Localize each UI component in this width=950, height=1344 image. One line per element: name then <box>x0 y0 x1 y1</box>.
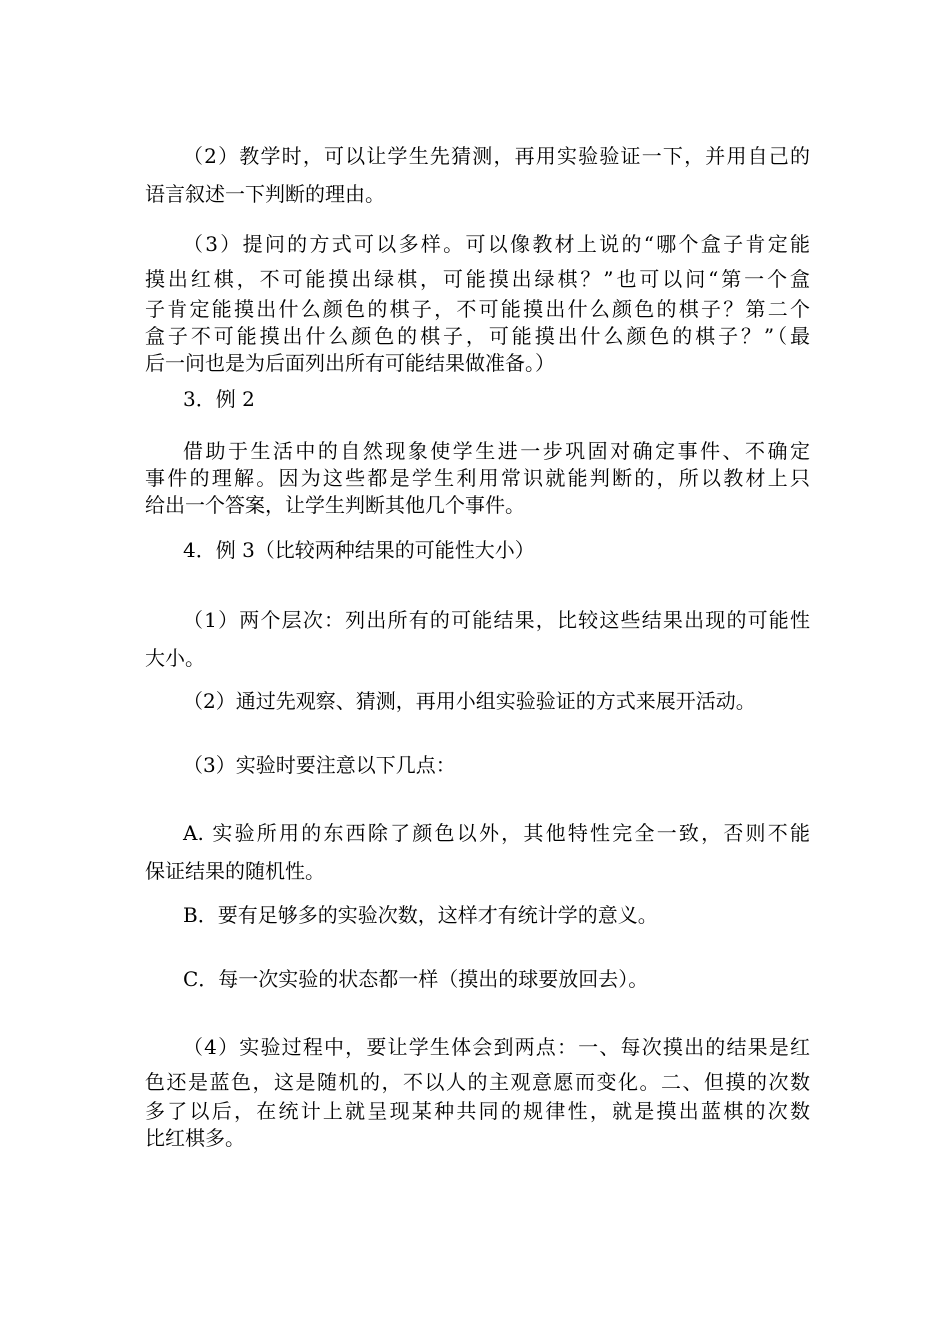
paragraph-experiment-process <box>145 1028 810 1152</box>
text-line: 多了以后，在统计上就呈现某种共同的规律性，就是摸出蓝棋的次数 <box>145 1099 810 1123</box>
text-line: （3）实验时要注意以下几点： <box>183 753 456 777</box>
text-line: 盒子不可能摸出什么颜色的棋子，可能摸出什么颜色的棋子？”（最 <box>145 324 810 348</box>
text-line: 子肯定能摸出什么颜色的棋子，不可能摸出什么颜色的棋子？第二个 <box>145 297 810 321</box>
paragraph-note-c <box>145 966 810 993</box>
text-line: 保证结果的随机性。 <box>145 859 325 883</box>
text-line: A. 实验所用的东西除了颜色以外，其他特性完全一致，否则不能 <box>183 821 810 845</box>
paragraph-question-methods <box>145 226 810 377</box>
section-heading-example-2 <box>145 386 810 413</box>
paragraph-natural-phenomena <box>145 438 810 519</box>
text-line: （2）通过先观察、猜测，再用小组实验验证的方式来展开活动。 <box>183 689 756 713</box>
paragraph-note-a <box>145 814 810 890</box>
text-line: （3）提问的方式可以多样。可以像教材上说的“哪个盒子肯定能 <box>183 232 810 256</box>
text-line: 摸出红棋，不可能摸出绿棋，可能摸出绿棋？”也可以问“第一个盒 <box>145 267 810 291</box>
text-line: （4）实验过程中，要让学生体会到两点：一、每次摸出的结果是红 <box>183 1035 810 1059</box>
text-line: 比红棋多。 <box>145 1126 245 1150</box>
text-line: B．要有足够多的实验次数，这样才有统计学的意义。 <box>183 903 658 927</box>
section-heading-example-3 <box>145 537 810 564</box>
text-line: 3．例 2 <box>183 387 255 411</box>
paragraph-note-b <box>145 902 810 929</box>
paragraph-teaching-guess <box>145 137 810 213</box>
text-line: 4．例 3（比较两种结果的可能性大小） <box>183 538 535 562</box>
text-line: 色还是蓝色，这是随机的，不以人的主观意愿而变化。二、但摸的次数 <box>145 1070 810 1094</box>
paragraph-notes-heading <box>145 752 810 779</box>
text-line: 语言叙述一下判断的理由。 <box>145 182 385 206</box>
text-line: 后一问也是为后面列出所有可能结果做准备。） <box>145 351 555 375</box>
text-line: 事件的理解。因为这些都是学生利用常识就能判断的，所以教材上只 <box>145 466 810 490</box>
text-line: （1）两个层次：列出所有的可能结果，比较这些结果出现的可能性 <box>183 608 810 632</box>
paragraph-two-levels <box>145 601 810 677</box>
text-line: 借助于生活中的自然现象使学生进一步巩固对确定事件、不确定 <box>183 439 810 463</box>
text-line: 给出一个答案，让学生判断其他几个事件。 <box>145 493 525 517</box>
text-line: （2）教学时，可以让学生先猜测，再用实验验证一下，并用自己的 <box>183 144 810 168</box>
text-line: 大小。 <box>145 646 205 670</box>
text-line: C．每一次实验的状态都一样（摸出的球要放回去）。 <box>183 967 649 991</box>
paragraph-group-experiment <box>145 688 810 715</box>
